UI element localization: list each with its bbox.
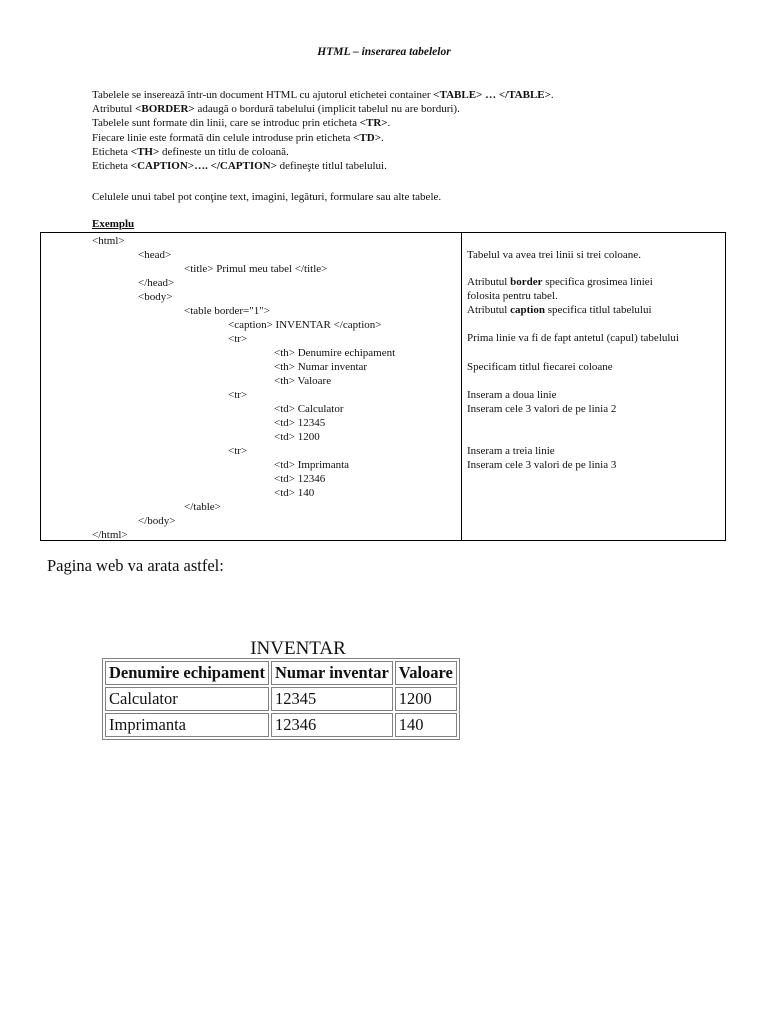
intro-line	[92, 116, 732, 130]
table-header-row	[105, 661, 457, 685]
text: Fiecare linie este formată din celule introduse prin eticheta	[92, 131, 354, 144]
intro-line	[92, 131, 732, 145]
code-line: <td> Imprimanta	[274, 459, 350, 471]
result-heading: Pagina web va arata astfel:	[47, 556, 224, 575]
text: .	[550, 89, 554, 101]
note-line: Inseram a treia linie	[467, 445, 555, 457]
note-line: Inseram a doua linie	[467, 389, 557, 401]
table-cell: 1200	[395, 687, 457, 711]
code-line: <td> 1200	[274, 431, 320, 443]
column-divider	[461, 233, 462, 540]
tag-text: <TABLE>	[433, 89, 483, 101]
code-line: <tr>	[228, 389, 248, 401]
text: adaugă o bordură tabelului (implicit tabelul nu are borduri).	[194, 103, 460, 116]
code-line: </head>	[138, 277, 175, 289]
table-row	[105, 687, 457, 711]
text: defineste un titlu de coloană.	[159, 145, 289, 158]
code-line: <td> 12345	[274, 417, 326, 429]
table-header-cell: Denumire echipament	[105, 661, 269, 685]
table-header-cell: Valoare	[395, 661, 457, 685]
tag-text: <TD>	[353, 131, 381, 144]
note-line: Tabelul va avea trei linii si trei coloane.	[467, 249, 641, 261]
note-line: Inseram cele 3 valori de pe linia 2	[467, 403, 617, 415]
note-line	[467, 303, 652, 317]
code-line: <html>	[92, 235, 125, 247]
rendered-table	[102, 658, 460, 740]
text: .	[387, 117, 391, 130]
intro-line	[92, 102, 732, 116]
keyword: border	[510, 276, 543, 288]
code-line: <table border="1">	[184, 305, 270, 317]
tag-text: <TR>	[359, 117, 388, 130]
text: .	[380, 131, 384, 144]
code-line: </table>	[184, 501, 221, 513]
text: ….	[194, 160, 211, 173]
table-cell: 140	[395, 713, 457, 737]
tag-text: </CAPTION>	[210, 160, 277, 173]
tag-text: <CAPTION>	[130, 160, 195, 173]
text: Atributul	[467, 304, 511, 316]
table-cell: 12345	[271, 687, 393, 711]
code-line: <td> Calculator	[274, 403, 344, 415]
code-line: <tr>	[228, 445, 248, 457]
intro-line	[92, 159, 732, 173]
intro-line	[92, 145, 732, 159]
text: Eticheta	[92, 145, 131, 158]
code-line: <head>	[138, 249, 172, 261]
intro-line	[92, 88, 732, 102]
cells-note: Celulele unui tabel pot conţine text, imagini, legături, formulare sau alte tabele.	[92, 191, 442, 203]
code-line: </html>	[92, 529, 128, 541]
table-cell: Calculator	[105, 687, 269, 711]
example-box	[40, 232, 726, 541]
code-line: <th> Numar inventar	[274, 361, 368, 373]
code-line: <th> Denumire echipament	[274, 347, 396, 359]
note-line: folosita pentru tabel.	[467, 290, 558, 302]
code-line: </body>	[138, 515, 176, 527]
text: Eticheta	[92, 160, 131, 173]
keyword: caption	[510, 304, 545, 316]
text: …	[482, 89, 499, 101]
text: Atributul	[92, 103, 136, 116]
text: specifica titlul tabelului	[544, 304, 652, 316]
text: Tabelele se inserează într-un document HTML cu ajutorul etichetei container	[92, 89, 434, 101]
note-line: Specificam titlul fiecarei coloane	[467, 361, 613, 373]
note-line: Prima linie va fi de fapt antetul (capul) tabelului	[467, 332, 679, 344]
code-line: <tr>	[228, 333, 248, 345]
text: Atributul	[467, 276, 511, 288]
text: Tabelele sunt formate din linii, care se introduc prin eticheta	[92, 117, 360, 130]
code-line: <caption> INVENTAR </caption>	[228, 319, 382, 331]
code-line: <th> Valoare	[274, 375, 332, 387]
note-line	[467, 275, 653, 289]
table-header-cell: Numar inventar	[271, 661, 393, 685]
tag-text: <BORDER>	[135, 103, 195, 116]
rendered-table-caption: INVENTAR	[250, 638, 346, 659]
document-title: HTML – inserarea tabelelor	[317, 46, 451, 58]
note-line: Inseram cele 3 valori de pe linia 3	[467, 459, 617, 471]
table-cell: 12346	[271, 713, 393, 737]
table-cell: Imprimanta	[105, 713, 269, 737]
intro-paragraphs	[92, 88, 732, 173]
tag-text: </TABLE>	[498, 89, 551, 101]
table-row	[105, 713, 457, 737]
code-line: <td> 140	[274, 487, 315, 499]
text: defineşte titlul tabelului.	[276, 160, 387, 173]
tag-text: <TH>	[130, 145, 160, 158]
code-line: <body>	[138, 291, 173, 303]
example-label: Exemplu	[92, 218, 135, 230]
text: specifica grosimea liniei	[542, 276, 653, 288]
code-line: <td> 12346	[274, 473, 326, 485]
code-line: <title> Primul meu tabel </title>	[184, 263, 328, 275]
